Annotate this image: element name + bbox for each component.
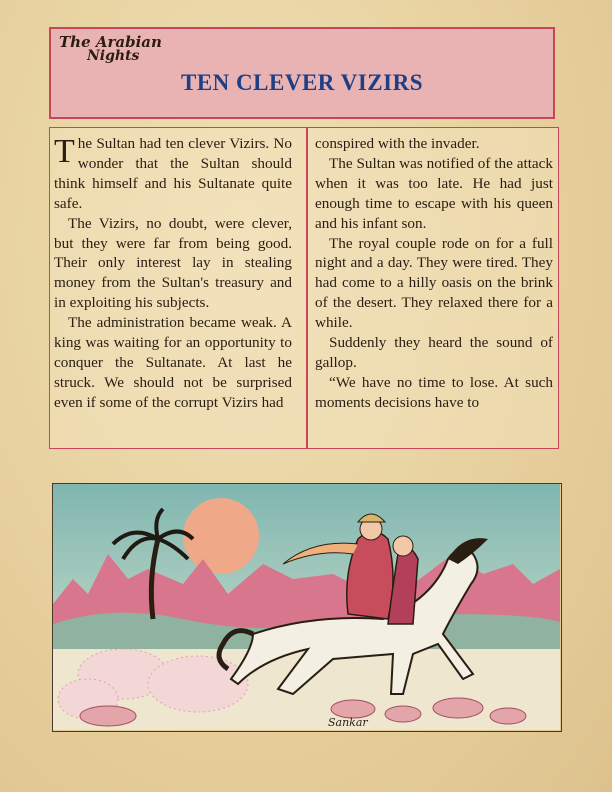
header-panel [49, 27, 555, 119]
story-illustration [52, 483, 562, 732]
paragraph: “We have no time to lose. At such moments decisions have to [315, 373, 553, 411]
paragraph [54, 134, 292, 214]
sun [183, 498, 259, 574]
illustration-svg [53, 484, 560, 730]
drop-cap: T [54, 133, 75, 170]
paragraph: The Sultan was notified of the attack when it was too late. He had just enough time to escape with his queen and his infant son. [315, 154, 553, 232]
paragraph: The Vizirs, no doubt, were clever, but they were far from being good. Their only interest lay in stealing money from the Sultan's treasury and in exploiting his subjects. [54, 214, 292, 312]
series-logo [59, 35, 162, 63]
left-column [54, 134, 292, 413]
paragraph: Suddenly they heard the sound of gallop. [315, 334, 553, 371]
logo-line-2: Nights [87, 48, 140, 64]
paragraph: conspired with the invader. [315, 135, 480, 152]
logo-line-1: The Arabian [59, 33, 162, 51]
paragraph: The royal couple rode on for a full night and a day. They were tired. They had come to a hilly oasis on the brink of the desert. They relaxed there for a while. [315, 234, 553, 332]
paragraph: The administration became weak. A king was waiting for an opportunity to conquer the Sultanate. At last he struck. We should not be surprised even if some of the corrupt Vizirs had [54, 314, 292, 411]
paragraph-text: he Sultan had ten clever Vizirs. No wonder that the Sultan should think himself and his Sultanate quite safe. [54, 135, 292, 212]
story-text-panel [49, 127, 559, 449]
artist-signature: Sankar [328, 716, 368, 729]
column-divider [306, 128, 308, 448]
story-title: TEN CLEVER VIZIRS [181, 70, 423, 95]
right-column [315, 134, 553, 413]
